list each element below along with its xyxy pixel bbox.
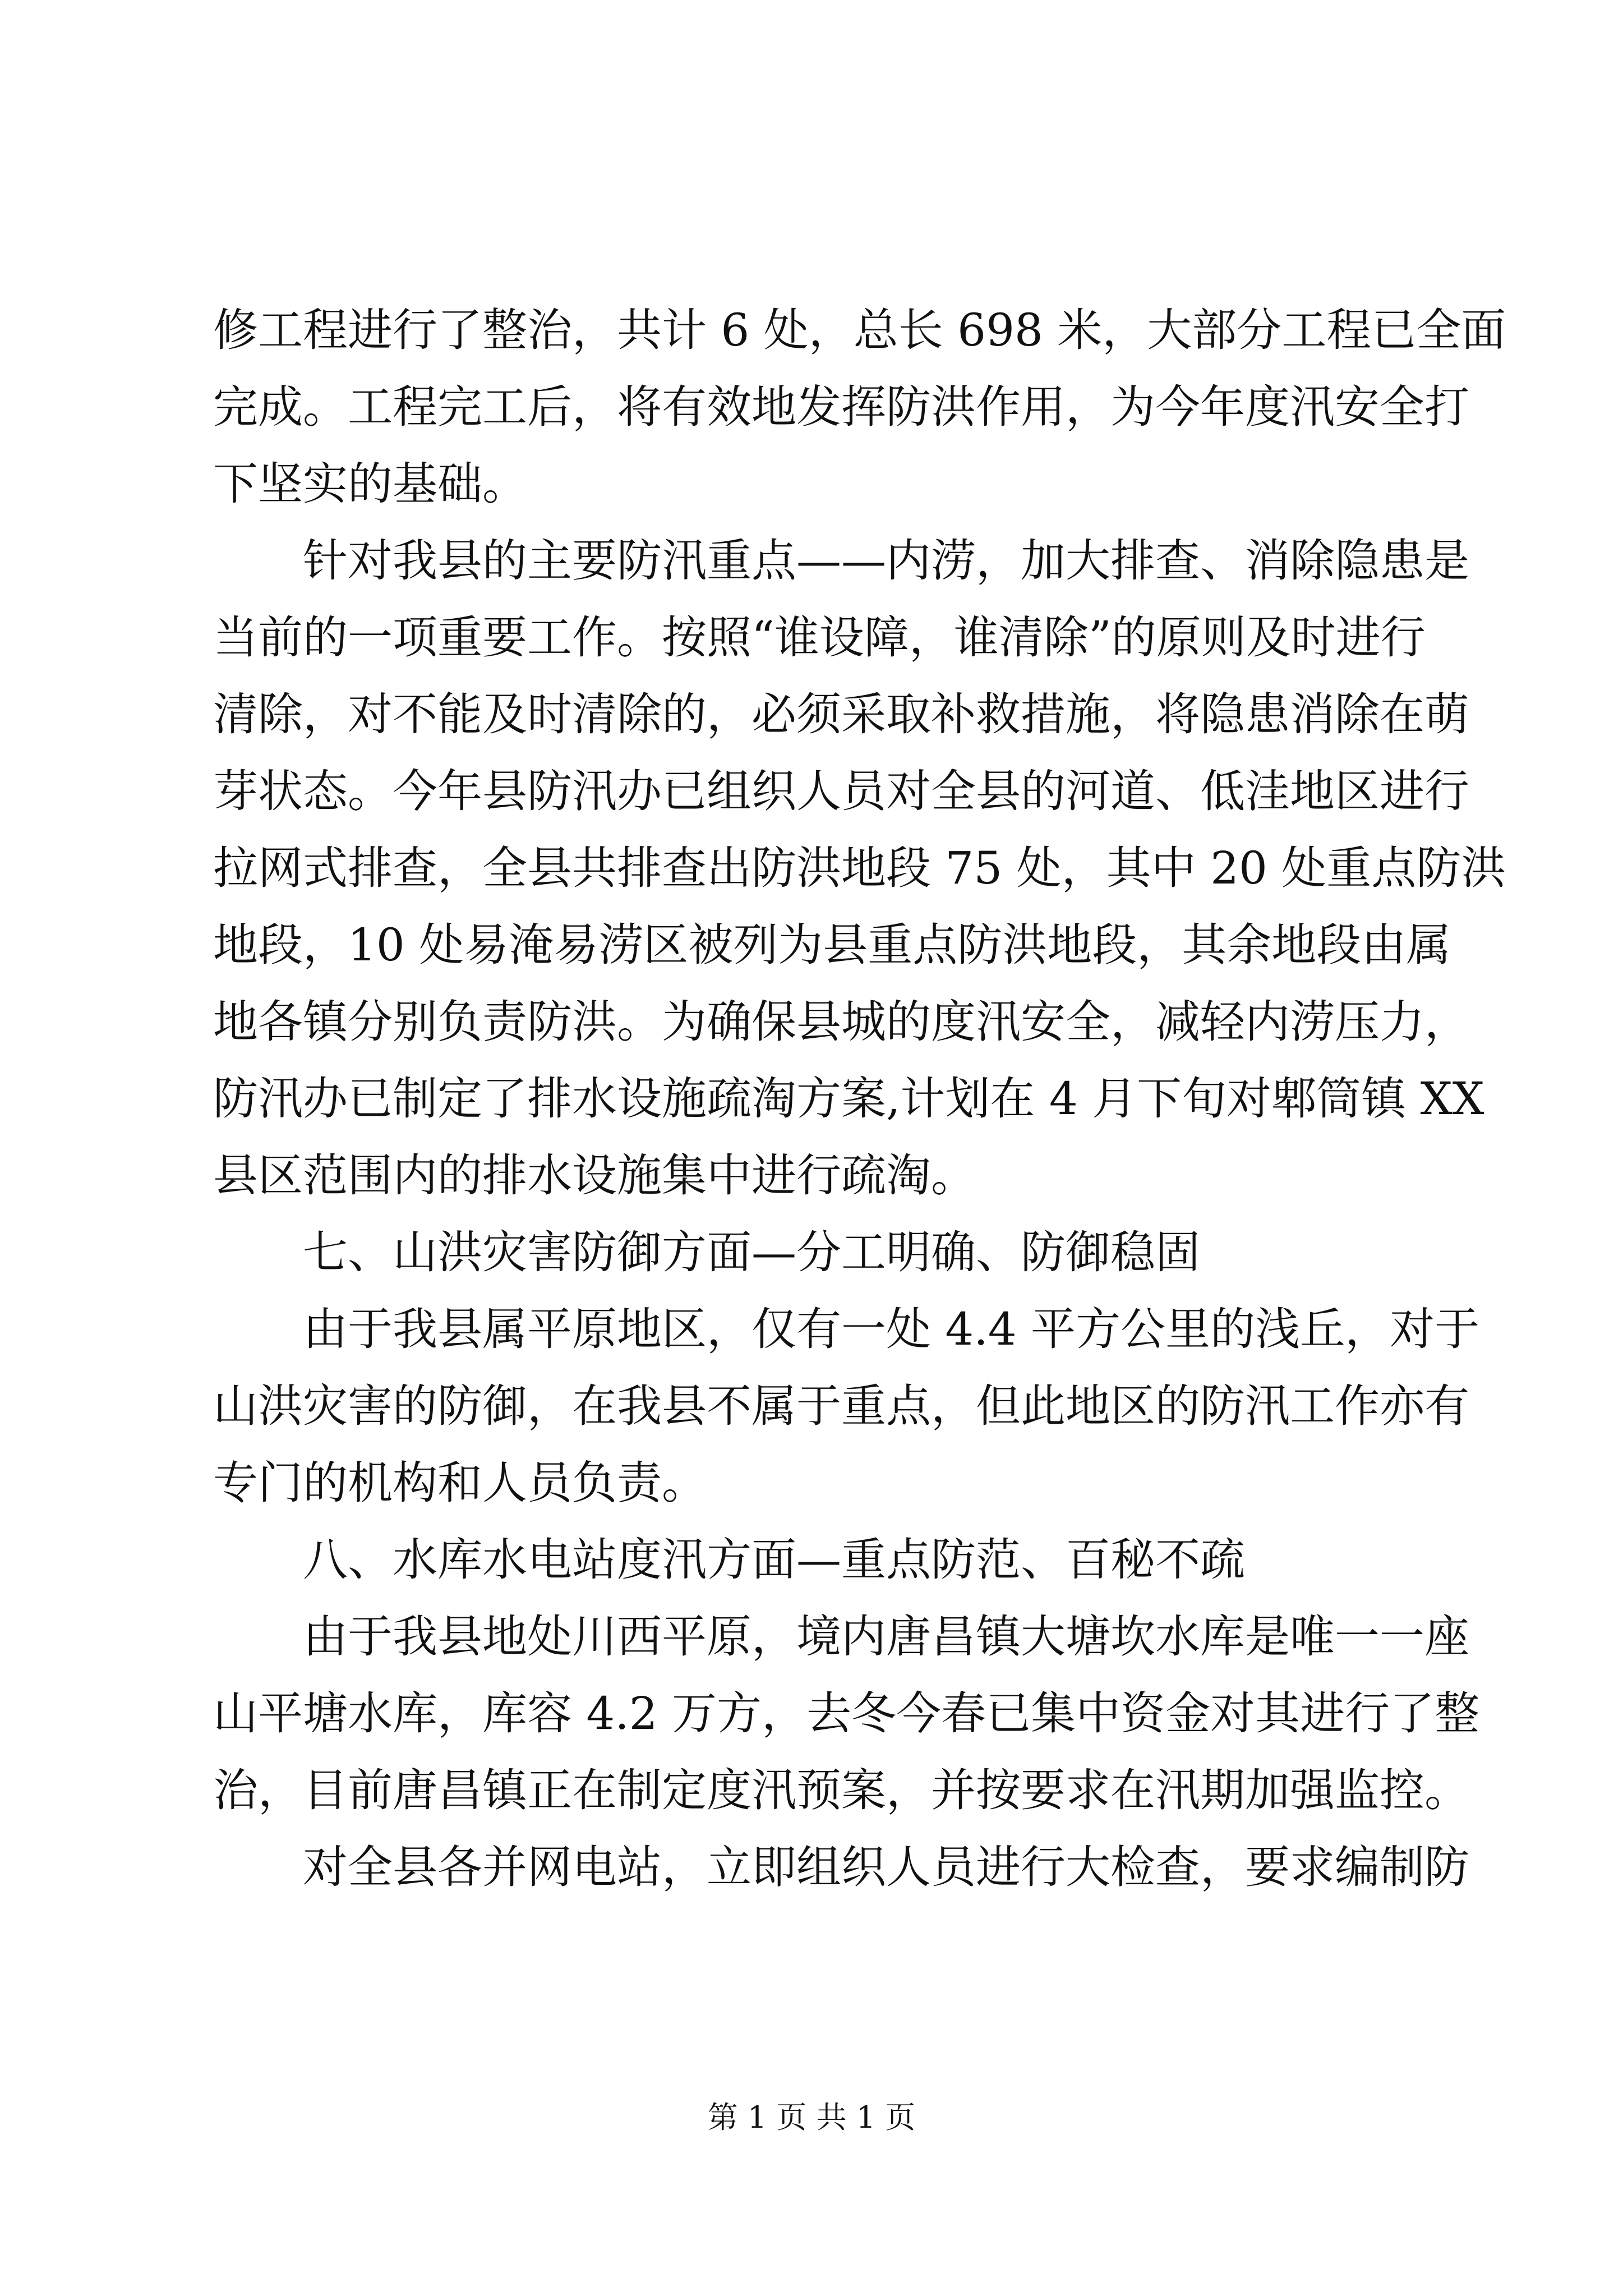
text-line: 拉网式排查，全县共排查出防洪地段 75 处，其中 20 处重点防洪 (213, 842, 1506, 894)
text-line: 地段，10 处易淹易涝区被列为县重点防洪地段，其余地段由属 (213, 919, 1451, 971)
text-line: 县区范围内的排水设施集中进行疏淘。 (213, 1149, 976, 1202)
text-line: 防汛办已制定了排水设施疏淘方案,计划在 4 月下旬对郫筒镇 XX (213, 1073, 1484, 1125)
text-line: 专门的机构和人员负责。 (213, 1457, 707, 1509)
page-footer: 第 1 页 共 1 页 (707, 2100, 916, 2135)
text-line: 由于我县属平原地区，仅有一处 4.4 平方公里的浅丘，对于 (303, 1303, 1480, 1355)
text-line: 山洪灾害的防御，在我县不属于重点，但此地区的防汛工作亦有 (213, 1380, 1469, 1432)
text-line: 下坚实的基础。 (213, 458, 527, 510)
text-line: 完成。工程完工后，将有效地发挥防洪作用，为今年度汛安全打 (213, 381, 1469, 433)
text-line: 地各镇分别负责防洪。为确保县城的度汛安全，减轻内涝压力， (213, 996, 1469, 1048)
document-body (213, 292, 1506, 1906)
text-line: 清除，对不能及时清除的，必须采取补救措施，将隐患消除在萌 (213, 688, 1469, 740)
text-line: 由于我县地处川西平原，境内唐昌镇大塘坎水库是唯一一座 (303, 1611, 1469, 1663)
text-line: 山平塘水库，库容 4.2 万方，去冬今春已集中资金对其进行了整 (213, 1687, 1480, 1740)
text-line: 治，目前唐昌镇正在制定度汛预案，并按要求在汛期加强监控。 (213, 1764, 1469, 1816)
text-line: 针对我县的主要防汛重点——内涝，加大排查、消除隐患是 (303, 535, 1469, 587)
text-line: 八、水库水电站度汛方面—重点防范、百秘不疏 (303, 1534, 1245, 1586)
text-line: 修工程进行了整治，共计 6 处，总长 698 米，大部分工程已全面 (213, 304, 1506, 356)
text-line: 当前的一项重要工作。按照“谁设障，谁清除”的原则及时进行 (213, 611, 1426, 664)
text-line: 对全县各并网电站，立即组织人员进行大检查，要求编制防 (303, 1841, 1469, 1893)
text-line: 七、山洪灾害防御方面—分工明确、防御稳固 (303, 1226, 1200, 1278)
text-line: 芽状态。今年县防汛办已组织人员对全县的河道、低洼地区进行 (213, 765, 1469, 817)
